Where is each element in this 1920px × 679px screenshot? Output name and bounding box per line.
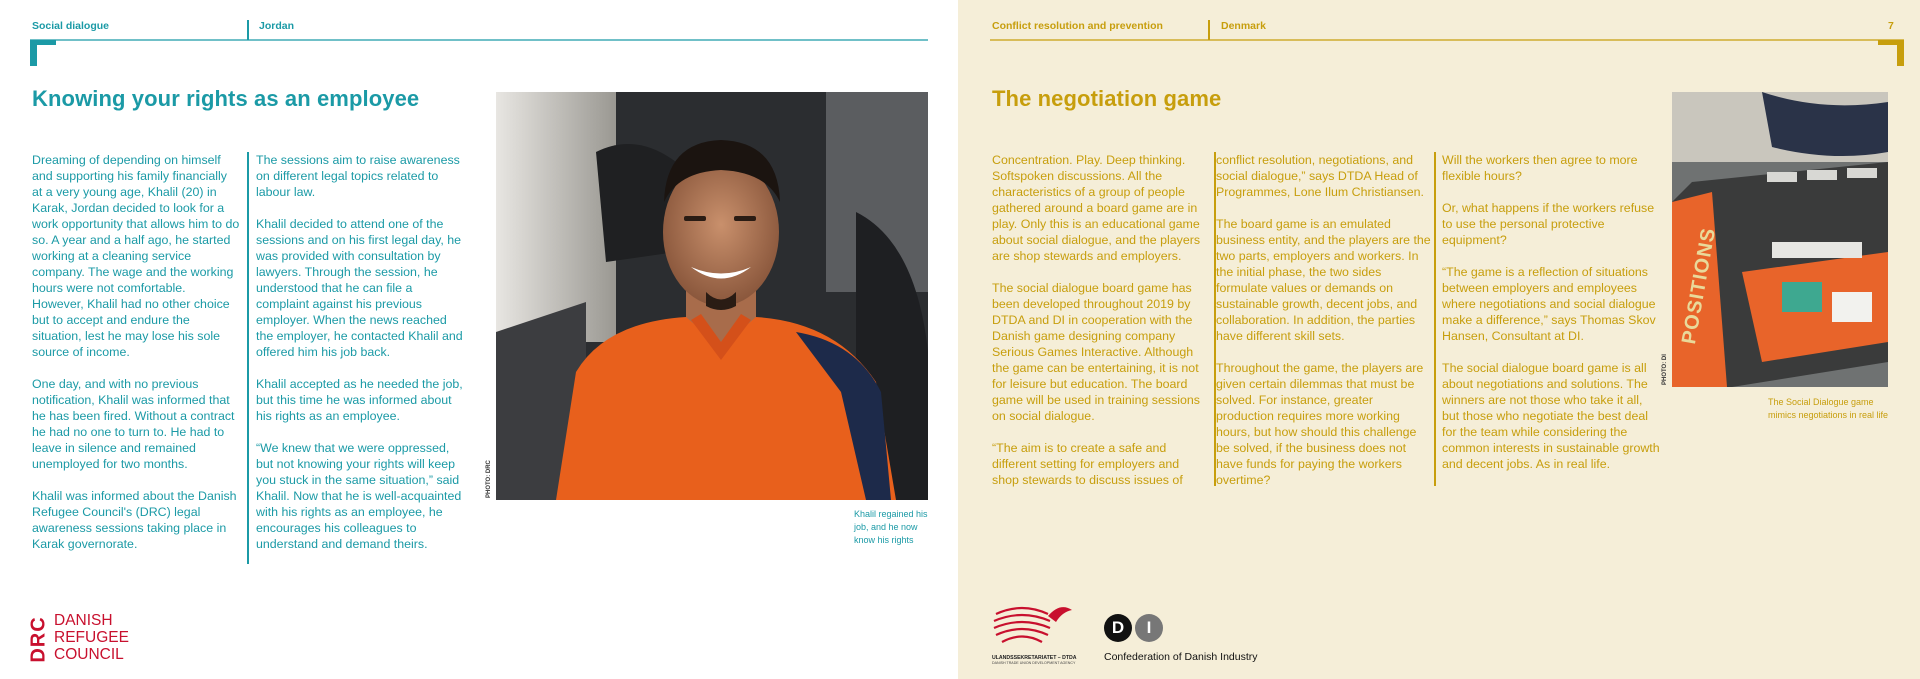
- page-title: Knowing your rights as an employee: [32, 86, 420, 111]
- text-column-2: [1216, 152, 1431, 504]
- paragraph: One day, and with no previous notification, Khalil was informed that he has been fired. Without a contract he had no one to turn to. He had to leave in silence and remained unemployed for two months.: [32, 377, 235, 471]
- corner-mark: [1878, 40, 1904, 66]
- paragraph: Khalil was informed about the Danish Refugee Council's (DRC) legal awareness sessions taking place in Karak governorate.: [32, 489, 237, 551]
- paragraph: The sessions aim to raise awareness on different legal topics related to labour law.: [256, 153, 460, 199]
- running-header-country: Jordan: [259, 20, 295, 32]
- photo-caption: The Social Dialogue game mimics negotiations in real life: [1768, 397, 1889, 420]
- board-text: POSITIONS: [1678, 225, 1721, 346]
- column-divider: [1434, 152, 1436, 486]
- paragraph: “We knew that we were oppressed, but not knowing your rights will keep you stuck in the same situation,” said Khalil. Now that he is well-acquainted with his rights as an employee, he encourages his colleagues to understand and demand theirs.: [256, 441, 462, 551]
- paragraph: Will the workers then agree to more flexible hours?: [1442, 153, 1638, 183]
- paragraph: Khalil decided to attend one of the sessions and on his first legal day, he was provided with consultation by lawyers. Through the session, he understood that he can file a complaint against his previous employer. When the news reached the employer, he contacted Khalil and offered him his job back.: [256, 217, 463, 359]
- dtda-globe-icon: [992, 600, 1082, 648]
- left-page: [0, 0, 958, 679]
- running-header-section: Conflict resolution and prevention: [992, 20, 1163, 32]
- header-divider: [1208, 20, 1210, 40]
- paragraph: Khalil accepted as he needed the job, but this time he was informed about his rights as an employee.: [256, 377, 463, 423]
- paragraph: “The game is a reflection of situations between employers and employees where negotiations and social dialogue make a difference,” says Thomas Skov Hansen, Consultant at DI.: [1442, 265, 1656, 343]
- khalil-photo: [496, 92, 928, 500]
- text-column-1: [992, 152, 1204, 504]
- paragraph: Concentration. Play. Deep thinking. Softspoken discussions. All the characteristics of a group of people gathered around a board game are in play. Only this is an educational game about social dialogue, and the players are shop stewards and employers.: [992, 153, 1201, 263]
- dtda-name: ULANDSSEKRETARIATET – DTDA: [992, 655, 1077, 661]
- text-column-3: [1442, 152, 1660, 488]
- right-page: [958, 0, 1920, 679]
- header-divider: [247, 20, 249, 40]
- paragraph: The social dialogue board game is all about negotiations and solutions. The winners are not those who take it all, but those who negotiate the best deal for the team while considering the common interests in sustainable growth and decent jobs. As in real life.: [1442, 361, 1660, 471]
- header-rule: [30, 38, 930, 68]
- di-d-circle: D: [1104, 614, 1132, 642]
- paragraph: conflict resolution, negotiations, and social dialogue,” says DTDA Head of Programmes, Lone Ilum Christiansen.: [1216, 153, 1424, 199]
- di-logo: [1104, 614, 1258, 663]
- logo-line: DANISH: [54, 612, 113, 629]
- page-title: The negotiation game: [992, 86, 1222, 111]
- paragraph: “The aim is to create a safe and different setting for employers and shop stewards to discuss issues of: [992, 441, 1183, 487]
- text-column-1: [32, 152, 240, 568]
- paragraph: Or, what happens if the workers refuse to use the personal protective equipment?: [1442, 201, 1655, 247]
- board-game-photo: [1672, 92, 1888, 387]
- drc-abbr: DRC: [27, 615, 50, 663]
- dtda-sub: DANISH TRADE UNION DEVELOPMENT AGENCY: [992, 661, 1076, 665]
- paragraph: Throughout the game, the players are given certain dilemmas that must be solved. For instance, greater production requires more working hours, but how should this challenge be solved, if the business does not have funds for paying the workers overtime?: [1216, 361, 1424, 487]
- paragraph: Dreaming of depending on himself and supporting his family financially at a very young age, Khalil (20) in Karak, Jordan decided to look for a work opportunity that allows him to do so. A year and a half ago, he started working at a cleaning service company. The wage and the working hours were not comfortable. However, Khalil had no other choice but to accept and endure the situation, lest he may lose his sole source of income.: [32, 153, 240, 359]
- di-name: Confederation of Danish Industry: [1104, 651, 1258, 663]
- text-column-2: [256, 152, 464, 568]
- page-number: 7: [1888, 20, 1894, 32]
- photo-credit: PHOTO: DRC: [486, 460, 492, 498]
- column-divider: [247, 152, 249, 564]
- paragraph: The board game is an emulated business entity, and the players are the two parts, employers and workers. In the initial phase, the two sides formulate values or demands on sustainable growth, decent jobs, and collaboration. In addition, the parties have different skill sets.: [1216, 217, 1431, 343]
- photo-caption: Khalil regained his job, and he now know his rights: [854, 509, 928, 545]
- di-i-circle: I: [1135, 614, 1163, 642]
- logo-line: COUNCIL: [54, 646, 124, 663]
- photo-credit: PHOTO: DI: [1662, 354, 1668, 385]
- header-rule: [990, 38, 1906, 68]
- logo-line: REFUGEE: [54, 629, 129, 646]
- dtda-logo: [992, 600, 1102, 666]
- corner-mark: [30, 40, 56, 66]
- running-header-section: Social dialogue: [32, 20, 110, 32]
- running-header-country: Denmark: [1221, 20, 1266, 32]
- paragraph: The social dialogue board game has been developed throughout 2019 by DTDA and DI in cooperation with the Danish game designing company Serious Games Interactive. Although the game can be entertaining, it is not for leisure but education. The board game will be used in training sessions on social dialogue.: [992, 281, 1200, 423]
